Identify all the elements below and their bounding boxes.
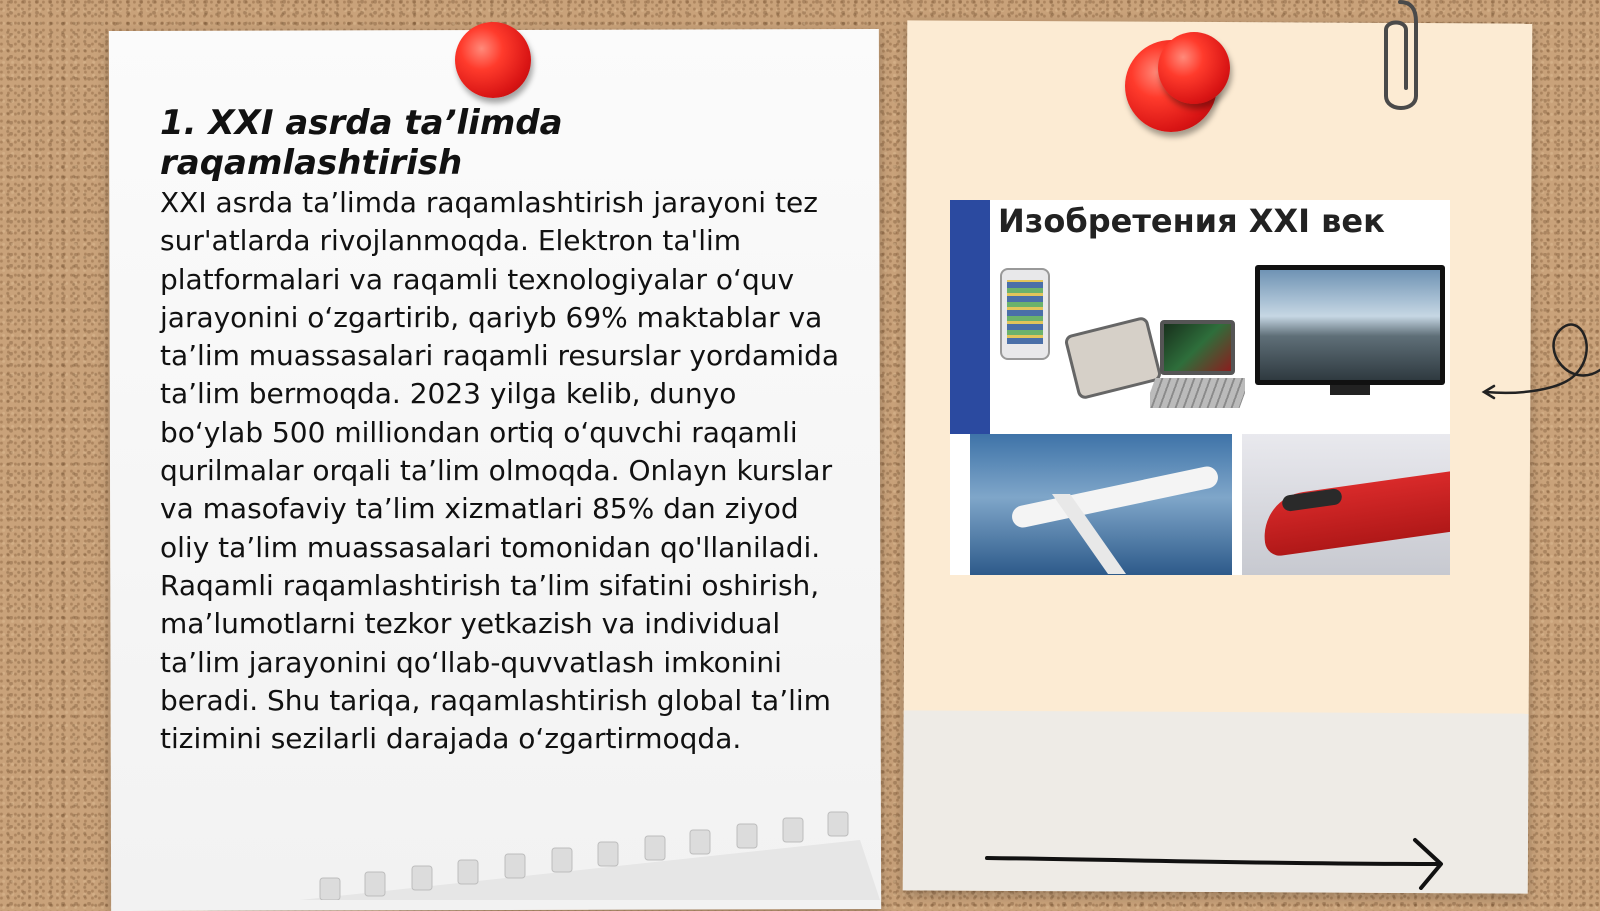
accent-bar (950, 200, 990, 434)
arrow-right-icon (985, 830, 1455, 890)
image-title: Изобретения XXI век (998, 202, 1385, 240)
inventions-collage-image (950, 200, 1450, 575)
pushpin-icon (455, 22, 531, 98)
paperclip-icon (1378, 0, 1422, 125)
laptop-image (1150, 320, 1245, 420)
body-paragraph: XXI asrda ta’limda raqamlashtirish jarayoni tez sur'atlarda rivojlanmoqda. Elektron ta'lim platformalari va raqamli texnologiyalar o‘quv jarayonini o‘zgartirib, qariyb 69% maktablar va ta’lim muassasalari raqamli resurslar yordamida ta’lim bermoqda. 2023 yilga kelib, dunyo bo‘ylab 500 milliondan ortiq o‘quvchi raqamli qurilmalar orqali ta’lim olmoqda. Onlayn kurslar va masofaviy ta’lim xizmatlari 85% dan ziyod oliy ta’lim muassasalari tomonidan qo'llaniladi. Raqamli raqamlashtirish ta’lim sifatini oshirish, ma’lumotlarni tezkor yetkazish va individual ta’lim jarayonini qo‘llab-quvvatlash imkonini beradi. Shu tariqa, raqamlashtirish global ta’lim tizimini sezilarli darajada o‘zgartirmoqda. (160, 186, 840, 756)
train-image (1242, 434, 1450, 575)
pushpin-icon (1158, 32, 1230, 104)
torn-edge-holes (300, 780, 880, 900)
airplane-image (970, 434, 1232, 575)
curl-arrow-icon (1480, 310, 1600, 410)
tv-image (1255, 265, 1445, 385)
slide-title: 1. XXI asrda ta’limda raqamlashtirish (160, 103, 563, 183)
smartphone-image (1000, 268, 1050, 360)
tablet-image (1063, 316, 1162, 401)
